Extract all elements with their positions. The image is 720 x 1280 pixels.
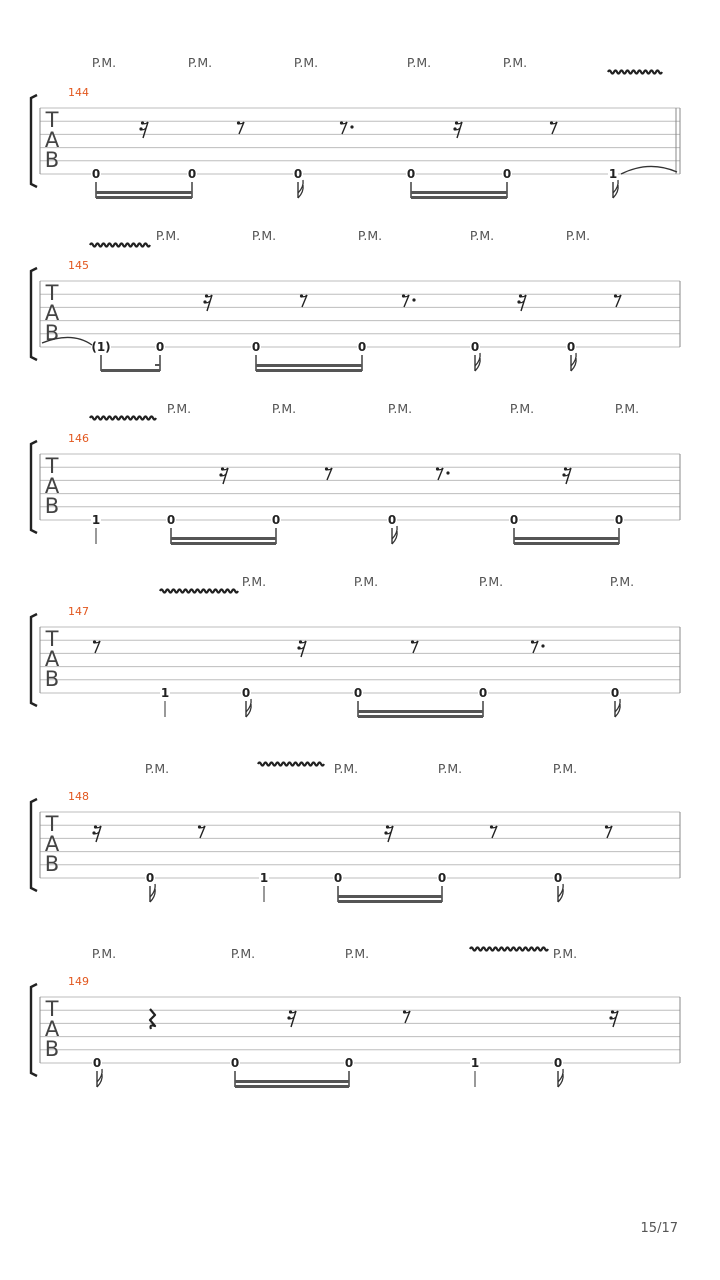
tab-note [259,871,269,902]
rest-8th [614,294,621,307]
system-bracket [31,95,37,187]
tab-system-145 [31,228,680,372]
measure-number: 148 [68,790,89,803]
rest-dotted-8th [340,121,354,134]
note-beam [96,196,192,199]
fret-number: 1 [91,513,101,527]
vibrato-mark [90,244,150,247]
fret-number: (1) [91,340,111,354]
note-beam [101,369,160,372]
note-beam [96,191,192,194]
fret-number: 0 [470,340,480,354]
tab-system-144 [31,55,680,199]
note-beam [256,369,362,372]
note-16th-flag [558,1069,563,1087]
rest-quarter [150,1009,155,1029]
fret-number: 0 [610,686,620,700]
page-number: 15/17 [640,1221,678,1236]
quarter-rest-shape [150,1009,155,1029]
fret-number: 0 [241,686,251,700]
note-beam [171,537,276,540]
note-16th-flag [392,526,397,544]
rest-8th [550,121,557,134]
rest-8th [411,640,418,653]
palm-mute-label: P.M. [387,401,413,416]
rest-flag-dot [541,644,544,647]
fret-number: 1 [470,1056,480,1070]
palm-mute-label: P.M. [333,761,359,776]
tab-note [92,1056,102,1087]
palm-mute-label: P.M. [437,761,463,776]
tab-clef-letter: A [44,301,60,325]
rest-16th [562,467,571,484]
fret-number: 0 [344,1056,354,1070]
palm-mute-label: P.M. [609,574,635,589]
fret-number: 0 [92,1056,102,1070]
measure-number: 145 [68,259,89,272]
tab-note [470,340,480,371]
fret-number: 0 [333,871,343,885]
palm-mute-label: P.M. [293,55,319,70]
fret-number: 0 [387,513,397,527]
tab-clef-letter: T [45,281,59,305]
note-beam [358,715,483,718]
vibrato-mark [608,71,662,74]
tab-system-147 [31,574,680,718]
palm-mute-label: P.M. [357,228,383,243]
palm-mute-label: P.M. [552,946,578,961]
tab-note [553,871,563,902]
note-beam-stub [155,364,160,366]
tab-system-148 [31,761,680,903]
system-bracket [31,441,37,533]
fret-number: 0 [566,340,576,354]
fret-number: 0 [145,871,155,885]
rest-flag-dot [412,298,415,301]
fret-number: 0 [502,167,512,181]
palm-mute-label: P.M. [241,574,267,589]
fret-number: 0 [293,167,303,181]
vibrato-mark [470,948,548,951]
note-beam [235,1085,349,1088]
note-beam [411,191,507,194]
note-beam [171,542,276,545]
tab-note [145,871,155,902]
palm-mute-label: P.M. [344,946,370,961]
note-16th-flag [150,884,155,902]
tab-clef-letter: T [45,997,59,1021]
system-bracket [31,799,37,891]
system-bracket [31,614,37,706]
palm-mute-label: P.M. [478,574,504,589]
rest-dotted-8th [402,294,416,307]
measure-number: 144 [68,86,89,99]
measure-number: 149 [68,975,89,988]
fret-number: 0 [230,1056,240,1070]
rest-16th [453,121,462,138]
rest-16th [287,1010,296,1027]
rest-dotted-8th [436,467,450,480]
rest-16th [517,294,526,311]
vibrato-mark [258,763,324,766]
tab-clef-letter: A [44,1017,60,1041]
rest-8th [403,1010,410,1023]
fret-number: 0 [478,686,488,700]
palm-mute-label: P.M. [91,55,117,70]
palm-mute-label: P.M. [469,228,495,243]
tab-clef-letter: B [44,321,60,345]
tab-clef-letter: A [44,474,60,498]
fret-number: 0 [553,1056,563,1070]
tab-note [387,513,397,544]
palm-mute-label: P.M. [187,55,213,70]
note-beam [514,542,619,545]
rest-16th [219,467,228,484]
note-beam [256,364,362,367]
fret-number: 0 [271,513,281,527]
rest-8th [198,825,205,838]
tab-clef-letter: T [45,454,59,478]
fret-number: 1 [608,167,618,181]
fret-number: 0 [91,167,101,181]
fret-number: 0 [353,686,363,700]
note-16th-flag [571,353,576,371]
tab-clef-letter: T [45,812,59,836]
rest-8th [237,121,244,134]
note-16th-flag [615,699,620,717]
rest-16th [384,825,393,842]
tab-note [91,513,101,544]
rest-dotted-8th [531,640,545,653]
palm-mute-label: P.M. [509,401,535,416]
tab-clef-letter: B [44,1037,60,1061]
note-beam [514,537,619,540]
palm-mute-label: P.M. [552,761,578,776]
tab-clef-letter: T [45,627,59,651]
note-16th-flag [475,353,480,371]
tab-clef-letter: A [44,128,60,152]
fret-number: 0 [509,513,519,527]
fret-number: 0 [251,340,261,354]
rest-16th [297,640,306,657]
tab-note [553,1056,563,1087]
palm-mute-label: P.M. [91,946,117,961]
palm-mute-label: P.M. [144,761,170,776]
fret-number: 0 [614,513,624,527]
rest-8th [490,825,497,838]
rest-16th [203,294,212,311]
note-beam [235,1080,349,1083]
tab-note [155,340,165,371]
rest-flag-dot [350,125,353,128]
note-beam [338,895,442,898]
tab-clef-letter: A [44,832,60,856]
palm-mute-label: P.M. [251,228,277,243]
tab-clef-letter: B [44,148,60,172]
fret-number: 0 [155,340,165,354]
fret-number: 0 [406,167,416,181]
measure-number: 147 [68,605,89,618]
tab-system-149 [31,946,680,1088]
note-beam [358,710,483,713]
fret-number: 0 [166,513,176,527]
tab-clef-letter: B [44,494,60,518]
system-bracket [31,268,37,360]
tab-note [608,166,677,198]
palm-mute-label: P.M. [230,946,256,961]
vibrato-mark [90,417,156,420]
tab-clef-letter: B [44,667,60,691]
fret-number: 0 [187,167,197,181]
note-16th-flag [298,180,303,198]
palm-mute-label: P.M. [406,55,432,70]
palm-mute-label: P.M. [166,401,192,416]
tie-arc [621,166,677,174]
fret-number: 1 [259,871,269,885]
rest-flag-dot [446,471,449,474]
palm-mute-label: P.M. [353,574,379,589]
fret-number: 0 [553,871,563,885]
palm-mute-label: P.M. [614,401,640,416]
note-16th-flag [613,180,618,198]
fret-number: 1 [160,686,170,700]
rest-16th [92,825,101,842]
tab-clef-letter: B [44,852,60,876]
note-beam [411,196,507,199]
note-16th-flag [97,1069,102,1087]
rest-8th [325,467,332,480]
tab-note [241,686,251,717]
vibrato-mark [160,590,238,593]
rest-8th [605,825,612,838]
palm-mute-label: P.M. [565,228,591,243]
tab-note [566,340,576,371]
tab-note [293,167,303,198]
fret-number: 0 [437,871,447,885]
tab-clef-letter: A [44,647,60,671]
measure-number: 146 [68,432,89,445]
rest-16th [139,121,148,138]
tab-clef-letter: T [45,108,59,132]
tab-note [160,686,170,717]
fret-number: 0 [357,340,367,354]
note-16th-flag [558,884,563,902]
system-bracket [31,984,37,1076]
tab-note [470,1056,480,1087]
tab-note [610,686,620,717]
note-16th-flag [246,699,251,717]
rest-8th [300,294,307,307]
note-beam [338,900,442,903]
palm-mute-label: P.M. [155,228,181,243]
rest-8th [93,640,100,653]
palm-mute-label: P.M. [502,55,528,70]
tab-system-146 [31,401,680,545]
rest-16th [609,1010,618,1027]
palm-mute-label: P.M. [271,401,297,416]
